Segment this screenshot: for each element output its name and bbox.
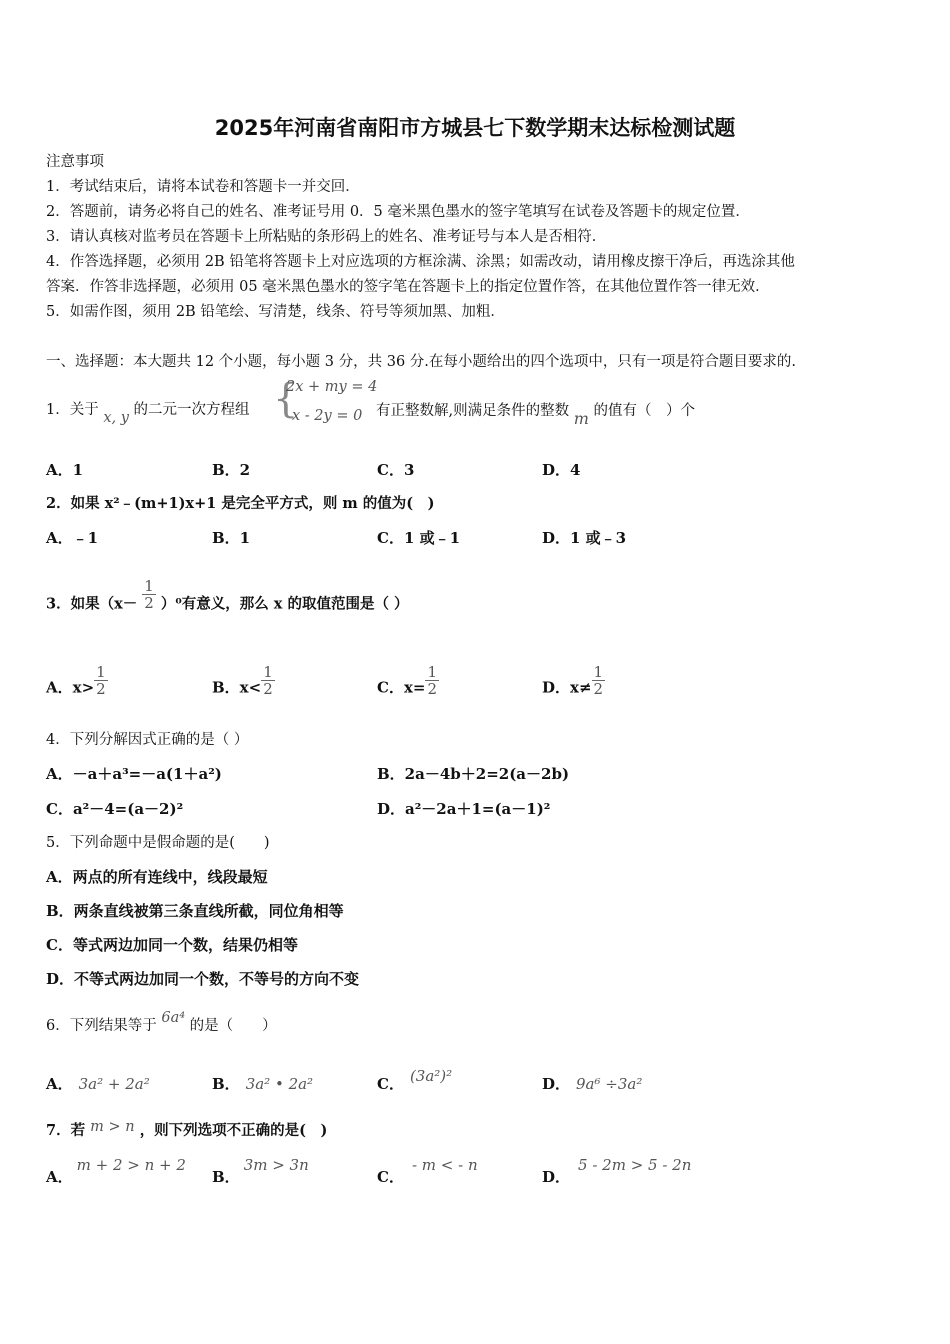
q7-option-d-expr: 5 - 2m > 5 - 2n: [578, 1156, 692, 1174]
question-6: [46, 1010, 277, 1036]
q6-option-b-expr: 3a² • 2a²: [245, 1075, 314, 1093]
system-brace: {: [273, 376, 299, 422]
q3-option-b-fraction: $\frac{1}{2}$: [263, 663, 273, 698]
notice-item: 4．作答选择题，必须用 2B 铅笔将答题卡上对应选项的方框涂满、涂黑；如需改动，请用橡皮擦干净后，再选涂其他: [46, 254, 795, 270]
q6-expr: 6a⁴: [161, 1010, 186, 1026]
q7-cond: m > n: [90, 1119, 135, 1135]
q1-option-b[interactable]: B．2: [212, 461, 251, 479]
q7-option-a[interactable]: A．m + 2 > n + 2: [46, 1156, 186, 1186]
notice-heading: 注意事项: [46, 154, 104, 170]
q1-post: 有正整数解,则满足条件的整数: [376, 403, 570, 419]
notice-item: 3．请认真核对监考员在答题卡上所粘贴的条形码上的姓名、准考证号与本人是否相符．: [46, 229, 607, 245]
q3-option-a-fraction: $\frac{1}{2}$: [96, 663, 106, 698]
question-1: [46, 400, 250, 426]
q7-option-d[interactable]: D．5 - 2m > 5 - 2n: [542, 1156, 692, 1186]
q6-pre: 6．下列结果等于: [46, 1018, 157, 1034]
q3-option-a[interactable]: A．x> $\frac{1}{2}$: [46, 663, 106, 698]
notice-item: 5．如需作图，须用 2B 铅笔绘、写清楚，线条、符号等须加黑、加粗．: [46, 304, 505, 320]
q6-option-d[interactable]: D． 9a⁶ ÷3a²: [542, 1075, 643, 1093]
q2-option-c[interactable]: C．1 或﹣1: [377, 529, 461, 547]
q5-option-a[interactable]: A．两点的所有连线中，线段最短: [46, 868, 268, 886]
q1-pre: 1．关于: [46, 402, 99, 418]
q3-post: ）⁰有意义，那么 x 的取值范围是（ ）: [160, 595, 409, 613]
q1-eq1: 2x + my = 4: [286, 379, 378, 395]
q5-option-b[interactable]: B．两条直线被第三条直线所截，同位角相等: [46, 902, 344, 920]
q7-option-c-expr: - m < - n: [411, 1156, 478, 1174]
q1-tail: [376, 400, 695, 428]
q7-option-c[interactable]: C．- m < - n: [377, 1156, 478, 1186]
q4-option-c[interactable]: C．a²－4=(a－2)²: [46, 800, 184, 818]
q2-option-d[interactable]: D．1 或﹣3: [542, 529, 627, 547]
q3-fraction: $\frac{1}{2}$: [144, 577, 154, 612]
q4-option-a[interactable]: A．－a＋a³=－a(1＋a²): [46, 765, 222, 783]
q1-end: 的值有（ ）个: [593, 403, 695, 419]
q1-m: m: [573, 409, 589, 428]
q6-option-c-expr: (3a²)²: [409, 1067, 453, 1085]
q7-pre: 7．若: [46, 1122, 86, 1139]
q7-option-a-expr: m + 2 > n + 2: [76, 1156, 186, 1174]
q6-option-a[interactable]: A． 3a² + 2a²: [46, 1075, 150, 1093]
question-3: [46, 577, 409, 621]
q6-option-a-expr: 3a² + 2a²: [78, 1075, 150, 1093]
q1-option-d[interactable]: D．4: [542, 461, 581, 479]
section-heading: 一、选择题：本大题共 12 个小题，每小题 3 分，共 36 分.在每小题给出的四个选项中，只有一项是符合题目要求的.: [46, 354, 796, 370]
q3-pre: 3．如果（x－: [46, 595, 138, 613]
q5-option-c[interactable]: C．等式两边加同一个数，结果仍相等: [46, 936, 298, 954]
q6-option-c[interactable]: C． (3a²)²: [377, 1067, 453, 1093]
notice-item: 答案．作答非选择题，必须用 05 毫米黑色墨水的签字笔在答题卡上的指定位置作答，在其他位置作答一律无效．: [46, 279, 770, 295]
q1-mid: 的二元一次方程组: [133, 402, 250, 418]
q6-post: 的是（ ）: [189, 1018, 277, 1034]
q3-option-c[interactable]: C．x= $\frac{1}{2}$: [377, 663, 437, 698]
question-7: [46, 1121, 327, 1141]
q2-option-b[interactable]: B．1: [212, 529, 251, 547]
q1-option-c[interactable]: C．3: [377, 461, 415, 479]
q1-vars: x, y: [103, 410, 129, 426]
q5-option-d[interactable]: D．不等式两边加同一个数，不等号的方向不变: [46, 970, 360, 988]
q1-option-a[interactable]: A．1: [46, 461, 84, 479]
q3-option-d[interactable]: D．x≠ $\frac{1}{2}$: [542, 663, 604, 698]
question-4: 4．下列分解因式正确的是（ ）: [46, 732, 249, 748]
q6-option-b[interactable]: B． 3a² • 2a²: [212, 1075, 314, 1093]
notice-item: 2．答题前，请务必将自己的姓名、准考证号用 0．5 毫米黑色墨水的签字笔填写在试卷及答题卡的规定位置．: [46, 204, 750, 220]
q4-option-b[interactable]: B．2a－4b＋2=2(a－2b): [377, 765, 570, 783]
q1-eq2: x - 2y = 0: [292, 408, 363, 424]
q3-option-c-fraction: $\frac{1}{2}$: [427, 663, 437, 698]
page-title: 2025年河南省南阳市方城县七下数学期末达标检测试题: [214, 116, 736, 140]
q4-option-d[interactable]: D．a²－2a＋1=(a－1)²: [377, 800, 551, 818]
q6-option-d-expr: 9a⁶ ÷3a²: [576, 1075, 643, 1093]
q7-post: ，则下列选项不正确的是( ): [139, 1122, 328, 1139]
question-5: 5．下列命题中是假命题的是( ): [46, 835, 270, 851]
notice-item: 1．考试结束后，请将本试卷和答题卡一并交回．: [46, 179, 360, 195]
q7-option-b-expr: 3m > 3n: [243, 1156, 309, 1174]
q3-option-b[interactable]: B．x< $\frac{1}{2}$: [212, 663, 273, 698]
q7-option-b[interactable]: B．3m > 3n: [212, 1156, 309, 1186]
q3-option-d-fraction: $\frac{1}{2}$: [593, 663, 604, 698]
q2-option-a[interactable]: A．﹣1: [46, 529, 99, 547]
question-2: 2．如果 x²﹣(m+1)x+1 是完全平方式，则 m 的值为( ): [46, 495, 435, 512]
